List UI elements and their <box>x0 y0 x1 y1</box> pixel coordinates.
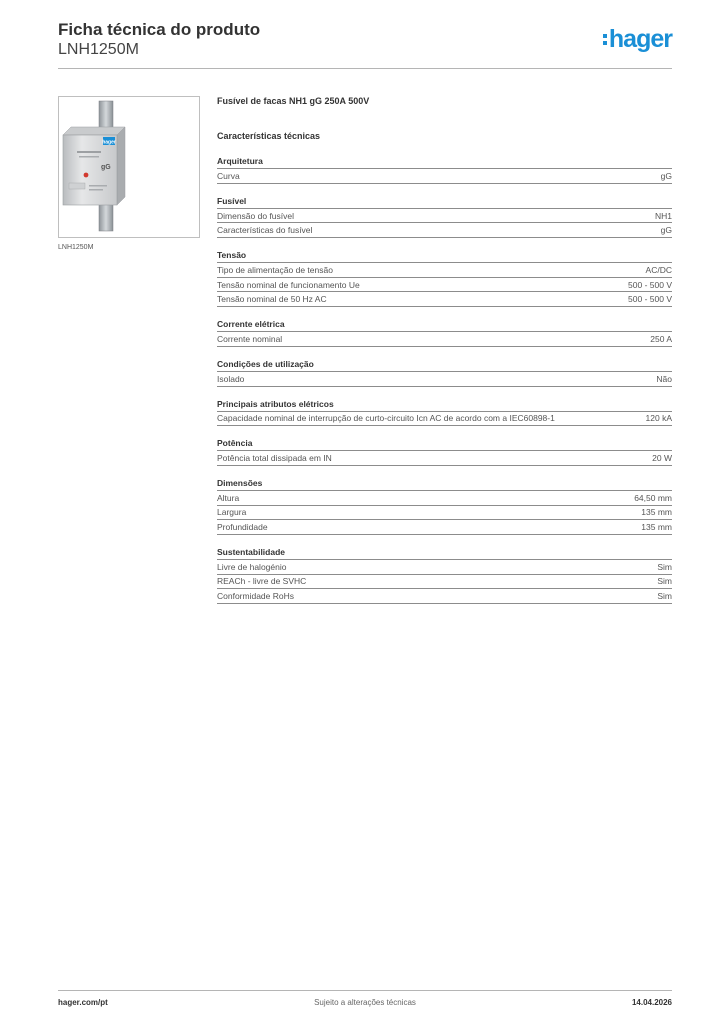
header-divider <box>58 68 672 69</box>
fuse-product-icon <box>59 97 199 237</box>
spec-label: Dimensão do fusível <box>217 210 295 221</box>
spec-row <box>217 491 672 506</box>
spec-row <box>217 223 672 238</box>
spec-label: Tipo de alimentação de tensão <box>217 264 333 275</box>
spec-row <box>217 451 672 466</box>
spec-row <box>217 412 672 427</box>
spec-value: AC/DC <box>645 264 672 275</box>
group-title-potencia: Potência <box>217 438 672 451</box>
spec-row <box>217 292 672 307</box>
group-title-atributos-eletricos: Principais atributos elétricos <box>217 399 672 412</box>
spec-label: Corrente nominal <box>217 333 283 344</box>
spec-value: 500 - 500 V <box>628 279 672 290</box>
spec-label: Capacidade nominal de interrupção de curto-circuito Icn AC de acordo com a IEC60898-1 <box>217 413 555 424</box>
spec-value: 135 mm <box>641 507 672 518</box>
spec-label: Tensão nominal de 50 Hz AC <box>217 294 327 305</box>
product-name: Fusível de facas NH1 gG 250A 500V <box>217 96 370 106</box>
product-image <box>58 96 200 238</box>
spec-row <box>217 589 672 604</box>
spec-label: Livre de halogénio <box>217 561 287 572</box>
group-title-condicoes-utilizacao: Condições de utilização <box>217 359 672 372</box>
spec-label: Isolado <box>217 373 245 384</box>
spec-label: Potência total dissipada em IN <box>217 453 332 464</box>
spec-row <box>217 575 672 590</box>
spec-label: Curva <box>217 170 240 181</box>
document-title: Ficha técnica do produto <box>58 20 261 39</box>
spec-label: Características do fusível <box>217 225 313 236</box>
spec-value: Sim <box>657 591 672 602</box>
logo-mark-icon <box>603 34 607 45</box>
spec-row <box>217 209 672 224</box>
footer-divider <box>58 990 672 991</box>
logo-wordmark: hager <box>608 25 672 53</box>
spec-value: gG <box>660 225 672 236</box>
hager-logo <box>603 27 672 51</box>
group-title-arquitetura: Arquitetura <box>217 156 672 169</box>
spec-value: 135 mm <box>641 522 672 533</box>
group-title-tensao: Tensão <box>217 250 672 263</box>
spec-row <box>217 169 672 184</box>
spec-row <box>217 332 672 347</box>
spec-label: Altura <box>217 492 240 503</box>
spec-value: Não <box>656 373 672 384</box>
spec-value: 250 A <box>650 333 672 344</box>
spec-row <box>217 560 672 575</box>
svg-text:gG: gG <box>101 164 111 171</box>
spec-row <box>217 520 672 535</box>
spec-value: 20 W <box>652 453 672 464</box>
specs-panel <box>217 96 672 604</box>
spec-value: Sim <box>657 561 672 572</box>
spec-label: REACh - livre de SVHC <box>217 576 307 587</box>
group-title-fusivel: Fusível <box>217 196 672 209</box>
spec-label: Conformidade RoHs <box>217 591 295 602</box>
group-title-dimensoes: Dimensões <box>217 478 672 491</box>
footer-notice: Sujeito a alterações técnicas <box>314 998 416 1007</box>
spec-value: 120 kA <box>645 413 672 424</box>
group-title-corrente-eletrica: Corrente elétrica <box>217 319 672 332</box>
spec-value: gG <box>660 170 672 181</box>
spec-label: Profundidade <box>217 522 268 533</box>
spec-value: 500 - 500 V <box>628 294 672 305</box>
spec-value: 64,50 mm <box>634 492 672 503</box>
footer-date: 14.04.2026 <box>631 998 672 1007</box>
spec-row <box>217 372 672 387</box>
image-brand-label: hager <box>102 139 116 146</box>
spec-row <box>217 506 672 521</box>
page-header <box>58 20 672 60</box>
spec-row <box>217 278 672 293</box>
spec-row <box>217 263 672 278</box>
spec-value: NH1 <box>654 210 672 221</box>
product-reference: LNH1250M <box>58 41 139 58</box>
group-title-sustentabilidade: Sustentabilidade <box>217 547 672 560</box>
technical-characteristics-heading: Características técnicas <box>217 131 321 141</box>
footer-website-link[interactable]: hager.com/pt <box>58 998 108 1007</box>
image-caption: LNH1250M <box>58 244 94 251</box>
spec-value: Sim <box>657 576 672 587</box>
spec-label: Tensão nominal de funcionamento Ue <box>217 279 360 290</box>
spec-label: Largura <box>217 507 247 518</box>
